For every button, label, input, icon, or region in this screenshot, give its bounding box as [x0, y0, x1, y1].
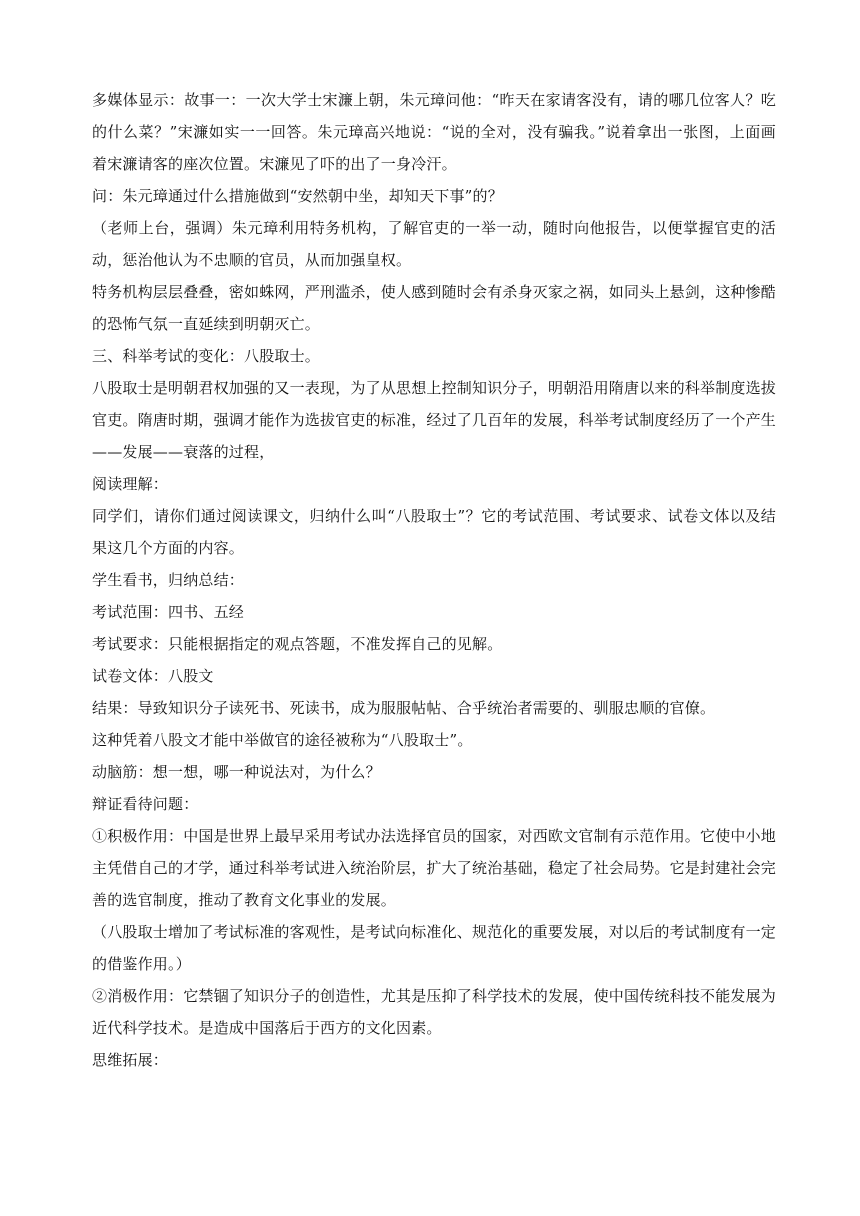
paragraph-student-summary: 学生看书，归纳总结：	[92, 571, 245, 589]
paragraph-negative-effect: ②消极作用：它禁锢了知识分子的创造性，尤其是压抑了科学技术的发展，使中国传统科技不能发展为近代科学技术。是造成中国落后于西方的文化因素。	[92, 987, 777, 1037]
paragraph-secret-police: 特务机构层层叠叠，密如蛛网，严刑滥杀，使人感到随时会有杀身灭家之祸，如同头上悬剑，这种惨酷的恐怖气氛一直延续到明朝灭亡。	[92, 283, 777, 333]
paragraph-story-one: 多媒体显示：故事一：一次大学士宋濂上朝，朱元璋问他：“昨天在家请客没有，请的哪几位客人？吃的什么菜？”宋濂如实一一回答。朱元璋高兴地说：“说的全对，没有骗我。”说着拿出一张图，上面画着宋濂请客的座次位置。宋濂见了吓的出了一身冷汗。	[92, 91, 776, 173]
paragraph-exam-style: 试卷文体：八股文	[92, 667, 214, 685]
label-reading-comprehension: 阅读理解：	[92, 475, 169, 493]
section-heading-exam-change: 三、科举考试的变化：八股取士。	[92, 347, 321, 365]
paragraph-exam-requirement: 考试要求：只能根据指定的观点答题，不准发挥自己的见解。	[92, 635, 503, 653]
document-body	[92, 84, 776, 1076]
paragraph-positive-note: （八股取士增加了考试标准的客观性，是考试向标准化、规范化的重要发展，对以后的考试制度有一定的借鉴作用。）	[92, 923, 777, 973]
paragraph-teacher-emphasis: （老师上台，强调）朱元璋利用特务机构，了解官吏的一举一动，随时向他报告，以便掌握官吏的活动，惩治他认为不忠顺的官员，从而加强皇权。	[92, 219, 776, 269]
paragraph-exam-scope: 考试范围：四书、五经	[92, 603, 245, 621]
paragraph-eight-legged-intro: 八股取士是明朝君权加强的又一表现，为了从思想上控制知识分子，明朝沿用隋唐以来的科举制度选拔官吏。隋唐时期，强调才能作为选拔官吏的标准，经过了几百年的发展，科举考试制度经历了一个产生——发展——衰落的过程，	[92, 379, 777, 461]
paragraph-brainstorm: 动脑筋：想一想，哪一种说法对，为什么？	[92, 763, 381, 781]
paragraph-result: 结果：导致知识分子读死书、死读书，成为服服帖帖、合乎统治者需要的、驯服忠顺的官僚。	[92, 699, 716, 717]
paragraph-question: 问：朱元璋通过什么措施做到“安然朝中坐，却知天下事”的？	[92, 187, 503, 205]
paragraph-positive-effect: ①积极作用：中国是世界上最早采用考试办法选择官员的国家，对西欧文官制有示范作用。它使中小地主凭借自己的才学，通过科举考试进入统治阶层，扩大了统治基础，稳定了社会局势。它是封建社会完善的选官制度，推动了教育文化事业的发展。	[92, 827, 777, 909]
paragraph-dialectical: 辩证看待问题：	[92, 795, 199, 813]
paragraph-reading-task: 同学们，请你们通过阅读课文，归纳什么叫“八股取士”？它的考试范围、考试要求、试卷文体以及结果这几个方面的内容。	[92, 507, 776, 557]
paragraph-definition: 这种凭着八股文才能中举做官的途径被称为“八股取士”。	[92, 731, 473, 749]
paragraph-thinking-extension: 思维拓展：	[92, 1051, 169, 1069]
